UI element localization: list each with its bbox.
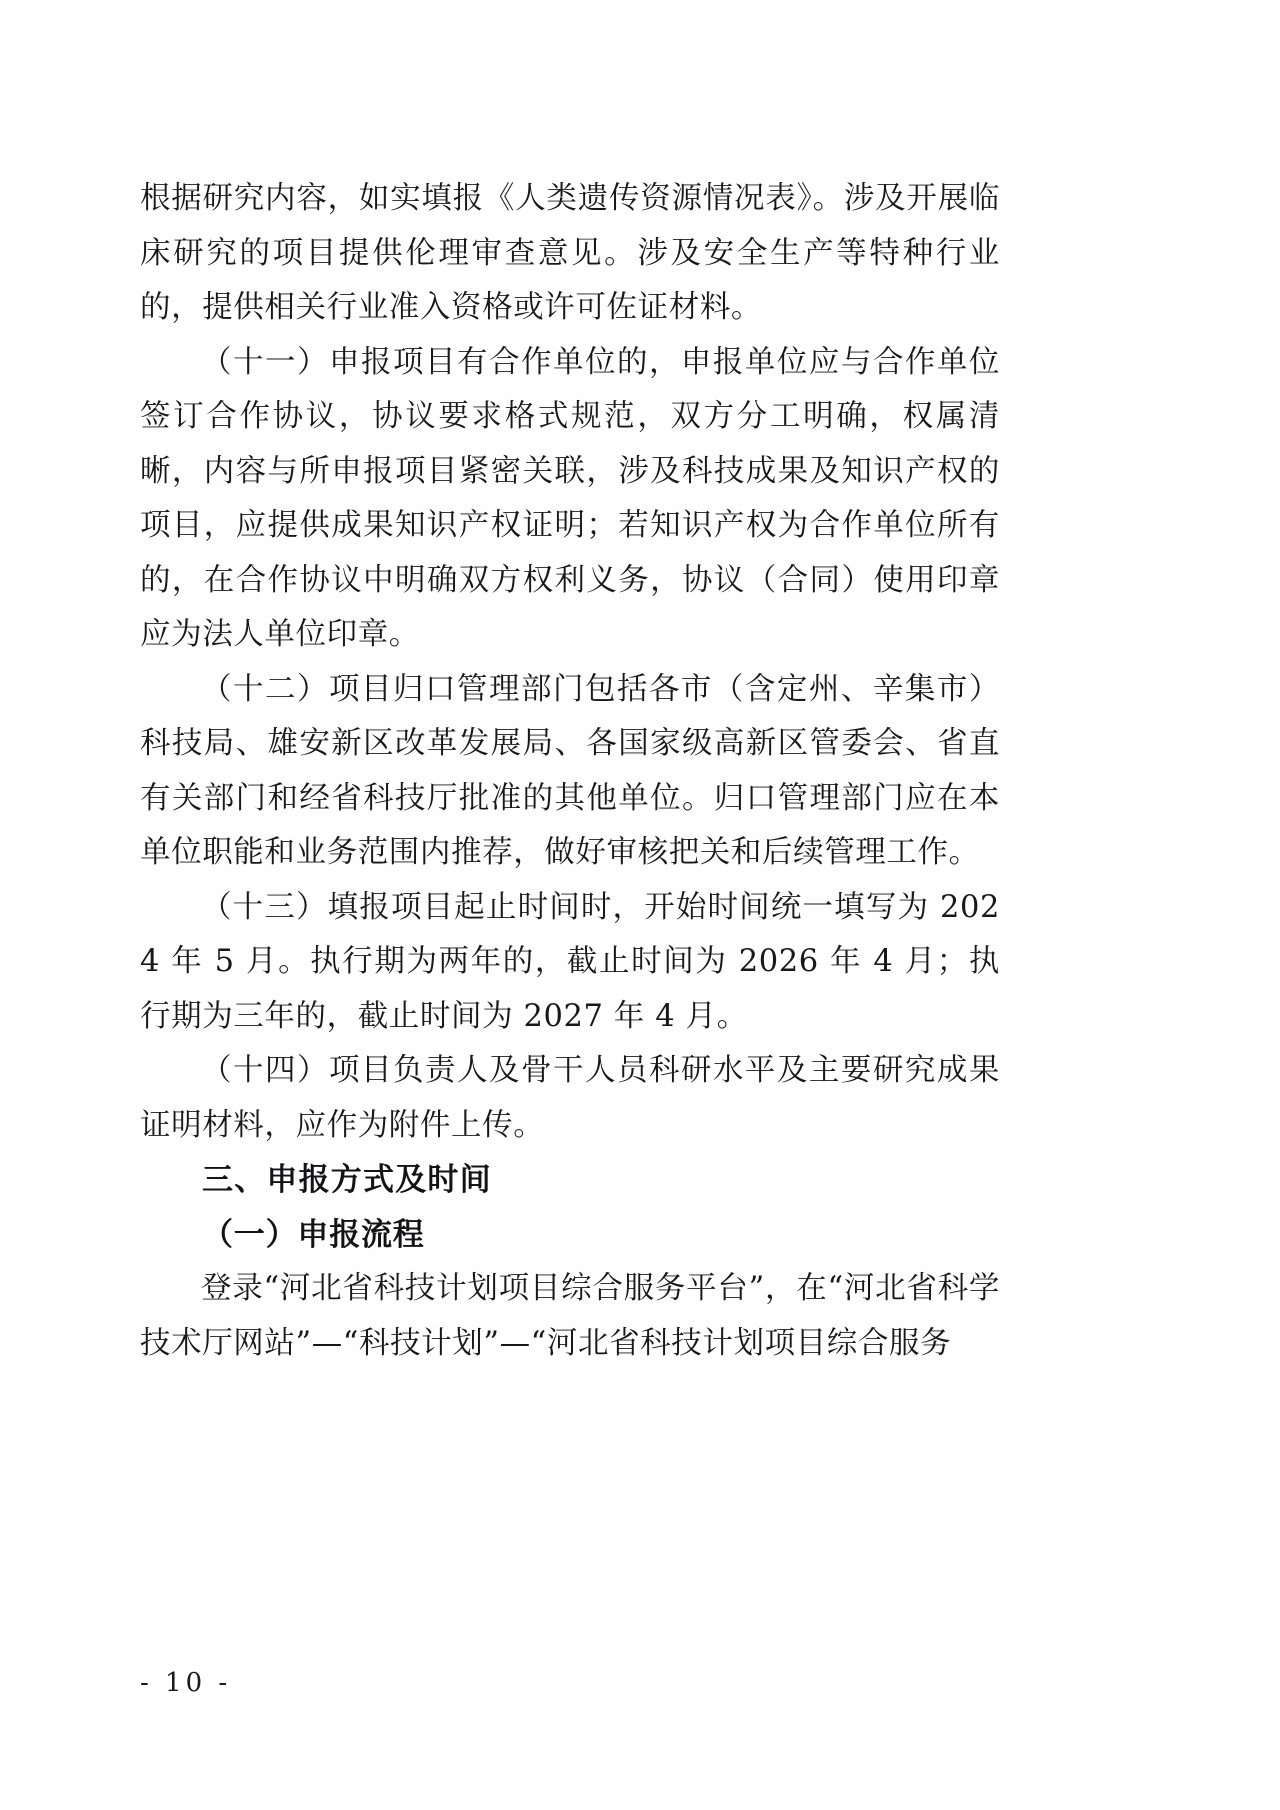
paragraph-login-platform: 登录“河北省科技计划项目综合服务平台”，在“河北省科学技术厅网站”—“科技计划”—“河北省科技计划项目综合服务 (140, 1271, 1000, 1361)
section-heading-application-method-and-time: 三、申报方式及时间 (202, 1162, 492, 1198)
page-number: - 10 - (140, 1668, 232, 1698)
document-body (140, 172, 1000, 1371)
subsection-heading-application-process: （一）申报流程 (202, 1216, 425, 1253)
paragraph-item-eleven: （十一）申报项目有合作单位的，申报单位应与合作单位签订合作协议，协议要求格式规范，双方分工明确，权属清晰，内容与所申报项目紧密关联，涉及科技成果及知识产权的项目，应提供成果知识产权证明；若知识产权为合作单位所有的，在合作协议中明确双方权利义务，协议（合同）使用印章应为法人单位印章。 (140, 344, 1000, 652)
paragraph-item-twelve: （十二）项目归口管理部门包括各市（含定州、辛集市）科技局、雄安新区改革发展局、各国家级高新区管委会、省直有关部门和经省科技厅批准的其他单位。归口管理部门应在本单位职能和业务范围内推荐，做好审核把关和后续管理工作。 (140, 671, 1000, 870)
paragraph-item-fourteen: （十四）项目负责人及骨干人员科研水平及主要研究成果证明材料，应作为附件上传。 (140, 1053, 1000, 1143)
paragraph-continuation: 根据研究内容，如实填报《人类遗传资源情况表》。涉及开展临床研究的项目提供伦理审查意见。涉及安全生产等特种行业的，提供相关行业准入资格或许可佐证材料。 (140, 181, 1000, 325)
paragraph-item-thirteen: （十三）填报项目起止时间时，开始时间统一填写为 2024 年 5 月。执行期为两年的，截止时间为 2026 年 4 月；执行期为三年的，截止时间为 2027 年 4 月。 (140, 889, 1000, 1034)
